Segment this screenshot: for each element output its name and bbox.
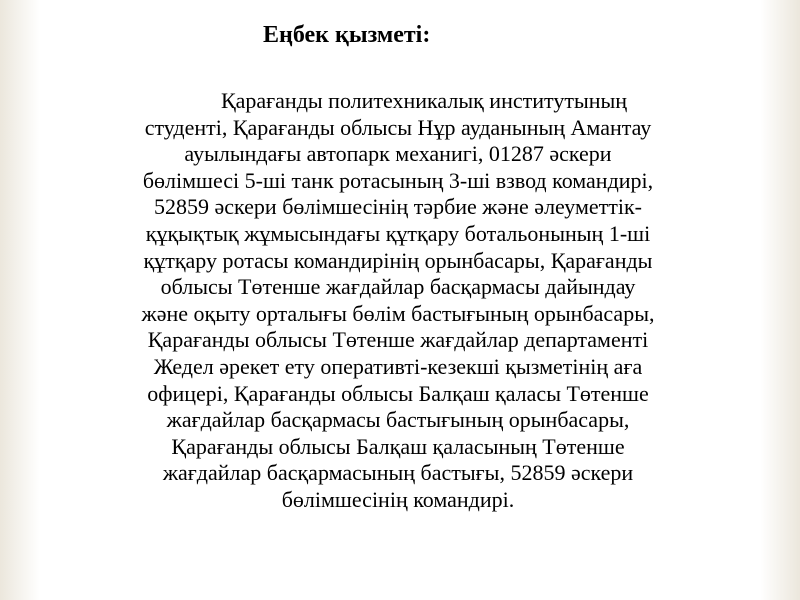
body-paragraph [112,88,684,514]
body-line: бөлімшесінің командирі. [281,486,515,512]
right-edge-shadow [760,0,800,600]
body-line: студенті, Қарағанды облысы Нұр ауданының Амантау [144,114,652,140]
body-line: Қарағанды облысы Төтенше жағдайлар департаменті [147,327,649,353]
body-line: Қарағанды облысы Балқаш қаласының Төтенше [171,433,625,459]
body-line: облысы Төтенше жағдайлар басқармасы дайындау [160,274,636,300]
body-line: бөлімшесі 5-ші танк ротасының 3-ші взвод командирі, [142,167,654,193]
body-line: жағдайлар басқармасының бастығы, 52859 әскери [162,460,634,486]
body-line: және оқыту орталығы бөлім бастығының орынбасары, [141,300,655,326]
slide-title: Еңбек қызметі: [263,22,431,48]
body-line: Қарағанды политехникалық институтының [220,88,628,113]
body-line: Жедел әрекет ету оперативті-кезекші қызметінің аға [153,353,643,379]
left-edge-shadow [0,0,40,600]
body-line: құқықтық жұмысындағы құтқару ботальонының 1-ші [145,220,651,246]
body-line: 52859 әскери бөлімшесінің тәрбие және әлеуметтік- [153,194,643,220]
body-line: жағдайлар басқармасы бастығының орынбасары, [166,407,630,433]
body-line: офицері, Қарағанды облысы Балқаш қаласы Төтенше [147,380,649,406]
body-line: құтқару ротасы командирінің орынбасары, Қарағанды [143,247,653,273]
body-line: ауылындағы автопарк механигі, 01287 әскери [184,141,612,167]
